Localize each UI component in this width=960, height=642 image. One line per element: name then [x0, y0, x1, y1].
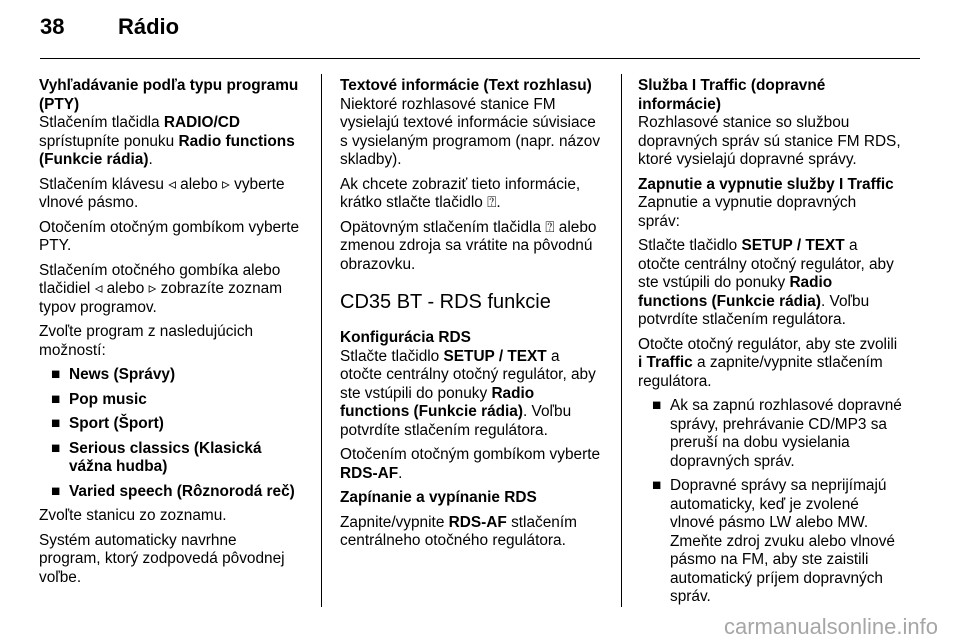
- traffic-notes-list: [638, 397, 902, 607]
- paragraph: Stlačením tlačidla RADIO/CD sprístupníte ponuku Radio functions (Funkcie rádia).: [39, 114, 295, 168]
- watermark: carmanualsonline.info: [723, 614, 938, 639]
- paragraph: Opätovným stlačením tlačidla ⍰ alebo zmenou zdroja sa vrátite na pôvodnú obrazovku.: [340, 218, 597, 273]
- paragraph: Stlačením otočného gombíka alebo tlačidiel ◃ alebo ▹ zobrazíte zoznam typov programov.: [39, 261, 283, 316]
- list-item: ■ News (Správy): [51, 366, 176, 383]
- paragraph: Zvoľte program z nasledujúcich možností:: [39, 323, 254, 359]
- section-heading-traffic-toggle: Zapnutie a vypnutie služby I Traffic: [638, 175, 894, 193]
- list-item: ■ Pop music: [51, 390, 147, 408]
- section-heading-traffic-service: Služba I Traffic (dopravné informácie): [638, 77, 826, 113]
- bullet-icon: ■: [51, 482, 61, 500]
- menu-name: Radio functions (Funkcie rádia): [39, 132, 295, 168]
- paragraph: Zvoľte stanicu zo zoznamu.: [39, 507, 227, 524]
- button-name: SETUP / TEXT: [443, 347, 547, 365]
- right-arrow-icon: ▹: [148, 280, 157, 297]
- paragraph: Rozhlasové stanice so službou dopravných správ sú stanice FM RDS, ktoré vysielajú dopravné správy.: [638, 114, 901, 168]
- paragraph: Systém automaticky navrhne program, ktorý zodpovedá pôvodnej voľbe.: [39, 531, 285, 586]
- list-item: ■ Dopravné správy sa neprijímajú automaticky, keď je zvolené vlnové pásmo LW alebo MW. Zmeňte zdroj zvuku alebo vlnové pásmo na FM, aby ste zaistili automatický príjem dopravných správ.: [652, 477, 895, 605]
- info-button-icon: ⍰: [487, 194, 497, 211]
- paragraph: Ak chcete zobraziť tieto informácie, krátko stlačte tlačidlo ⍰.: [340, 175, 581, 211]
- program-type-list: [39, 366, 301, 501]
- page-number: 38: [40, 14, 65, 39]
- header-rule: [40, 58, 920, 59]
- bullet-icon: ■: [51, 390, 61, 408]
- paragraph: Zapnite/vypnite RDS-AF stlačením centrálneho otočného regulátora.: [340, 513, 577, 549]
- left-arrow-icon: ◃: [94, 280, 103, 297]
- bullet-icon: ■: [51, 366, 61, 383]
- paragraph: Zapnutie a vypnutie dopravných správ:: [638, 194, 857, 230]
- bullet-icon: ■: [51, 439, 61, 457]
- button-name: SETUP / TEXT: [741, 237, 845, 254]
- left-arrow-icon: ◃: [168, 175, 176, 193]
- list-item: ■ Varied speech (Rôznorodá reč): [51, 482, 295, 500]
- bullet-icon: ■: [652, 477, 662, 494]
- section-heading-rds-config: Konfigurácia RDS: [340, 329, 471, 346]
- column-3: [638, 77, 902, 613]
- column-divider: [621, 74, 622, 607]
- list-item: ■ Serious classics (Klasická vážna hudba): [51, 439, 262, 475]
- column-2: [340, 77, 604, 557]
- list-item: ■ Sport (Šport): [51, 415, 164, 432]
- paragraph: Otočte otočný regulátor, aby ste zvolili i Traffic a zapnite/vypnite stlačením regulátora.: [638, 335, 898, 390]
- paragraph: Niektoré rozhlasové stanice FM vysielajú textové informácie súvisiace s vysielaným programom (napr. názov skladby).: [340, 95, 601, 168]
- column-divider: [321, 74, 322, 607]
- paragraph: Otočením otočným gombíkom vyberte PTY.: [39, 218, 300, 254]
- section-heading-rds-toggle: Zapínanie a vypínanie RDS: [340, 489, 537, 506]
- info-button-icon: ⍰: [545, 218, 555, 236]
- paragraph: Stlačením klávesu ◃ alebo ▹ vyberte vlnové pásmo.: [39, 175, 285, 211]
- section-heading-pty-search: Vyhľadávanie podľa typu programu (PTY): [39, 77, 299, 113]
- option-name: RDS-AF: [448, 513, 507, 531]
- option-name: RDS-AF: [340, 464, 399, 482]
- chapter-heading-rds-functions: CD35 BT - RDS funkcie: [340, 291, 551, 313]
- paragraph: Stlačte tlačidlo SETUP / TEXT a otočte centrálny otočný regulátor, aby ste vstúpili do ponuky Radio functions (Funkcie rádia). Voľbu potvrdíte stlačením regulátora.: [340, 347, 596, 439]
- menu-name: Radio functions (Funkcie rádia): [638, 274, 833, 310]
- paragraph: Otočením otočným gombíkom vyberte RDS-AF.: [340, 446, 601, 482]
- section-heading-radio-text: Textové informácie (Text rozhlasu): [340, 77, 592, 94]
- list-item: ■ Ak sa zapnú rozhlasové dopravné správy, prehrávanie CD/MP3 sa preruší na dobu vysielania dopravných správ.: [652, 397, 902, 470]
- bullet-icon: ■: [51, 415, 61, 432]
- page-title: Rádio: [118, 14, 180, 39]
- right-arrow-icon: ▹: [222, 175, 230, 193]
- bullet-icon: ■: [652, 397, 662, 414]
- paragraph: Stlačte tlačidlo SETUP / TEXT a otočte centrálny otočný regulátor, aby ste vstúpili do ponuky Radio functions (Funkcie rádia). Voľbu potvrdíte stlačením regulátora.: [638, 237, 894, 328]
- option-name: i Traffic: [638, 354, 693, 371]
- button-name: RADIO/CD: [163, 114, 241, 131]
- column-1: [39, 77, 301, 593]
- menu-name: Radio functions (Funkcie rádia): [340, 384, 535, 420]
